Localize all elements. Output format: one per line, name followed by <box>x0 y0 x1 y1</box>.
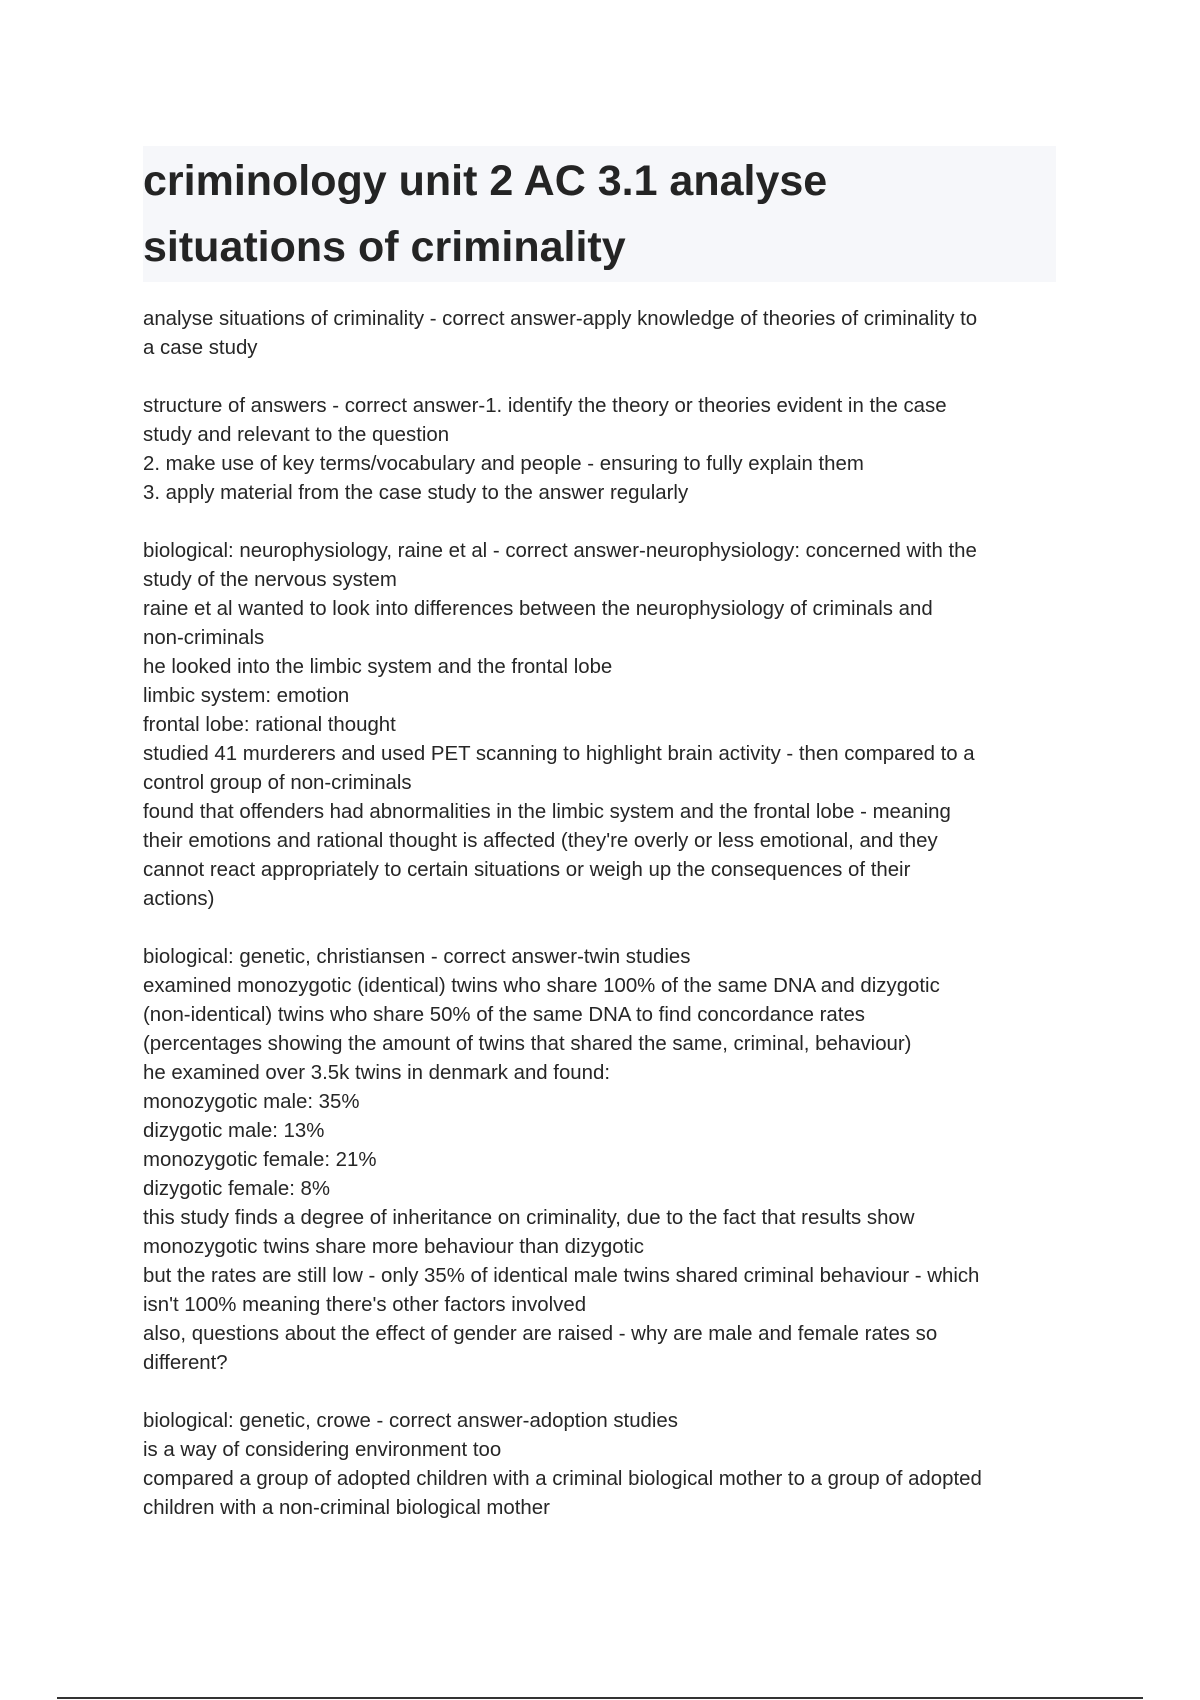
entry-line: study and relevant to the question <box>143 424 450 446</box>
document-body <box>143 305 1068 1552</box>
entry-line: different? <box>143 1352 228 1374</box>
entry-line: limbic system: emotion <box>143 685 350 707</box>
entry-line: is a way of considering environment too <box>143 1439 502 1461</box>
entry-line: 2. make use of key terms/vocabulary and people - ensuring to fully explain them <box>143 453 864 475</box>
entry-line: he looked into the limbic system and the frontal lobe <box>143 656 613 678</box>
entry-line: study of the nervous system <box>143 569 397 591</box>
title-box <box>143 146 1056 282</box>
entry-line: structure of answers - correct answer-1. identify the theory or theories evident in the case <box>143 395 947 417</box>
qa-entry-structure-of-answers <box>143 392 1068 508</box>
entry-line: actions) <box>143 888 215 910</box>
entry-line: dizygotic female: 8% <box>143 1178 331 1200</box>
title-line-1: criminology unit 2 AC 3.1 analyse <box>143 157 828 205</box>
entry-line: control group of non-criminals <box>143 772 412 794</box>
qa-entry-analyse-situations <box>143 305 1068 363</box>
entry-line: isn't 100% meaning there's other factors involved <box>143 1294 587 1316</box>
entry-line: biological: neurophysiology, raine et al - correct answer-neurophysiology: concerned with the <box>143 540 977 562</box>
entry-line: studied 41 murderers and used PET scanning to highlight brain activity - then compared to a <box>143 743 975 765</box>
entry-line: their emotions and rational thought is affected (they're overly or less emotional, and they <box>143 830 938 852</box>
entry-line: analyse situations of criminality - correct answer-apply knowledge of theories of criminality to <box>143 308 978 330</box>
qa-entry-neurophysiology <box>143 537 1068 914</box>
qa-entry-genetic-christiansen <box>143 943 1068 1378</box>
document-title <box>143 146 963 280</box>
entry-line: biological: genetic, christiansen - correct answer-twin studies <box>143 946 691 968</box>
entry-line: non-criminals <box>143 627 265 649</box>
title-line-2: situations of criminality <box>143 223 626 271</box>
entry-line: this study finds a degree of inheritance on criminality, due to the fact that results show <box>143 1207 915 1229</box>
entry-line: 3. apply material from the case study to the answer regularly <box>143 482 689 504</box>
entry-line: he examined over 3.5k twins in denmark and found: <box>143 1062 610 1084</box>
entry-line: (non-identical) twins who share 50% of the same DNA to find concordance rates <box>143 1004 865 1026</box>
entry-line: biological: genetic, crowe - correct answer-adoption studies <box>143 1410 678 1432</box>
qa-entry-genetic-crowe <box>143 1407 1068 1523</box>
page-bottom-divider <box>57 1697 1143 1699</box>
entry-line: (percentages showing the amount of twins that shared the same, criminal, behaviour) <box>143 1033 912 1055</box>
entry-line: examined monozygotic (identical) twins who share 100% of the same DNA and dizygotic <box>143 975 940 997</box>
entry-line: but the rates are still low - only 35% of identical male twins shared criminal behaviour - which <box>143 1265 980 1287</box>
entry-line: frontal lobe: rational thought <box>143 714 396 736</box>
entry-line: monozygotic male: 35% <box>143 1091 360 1113</box>
entry-line: found that offenders had abnormalities in the limbic system and the frontal lobe - meaning <box>143 801 951 823</box>
entry-line: raine et al wanted to look into differences between the neurophysiology of criminals and <box>143 598 933 620</box>
entry-line: also, questions about the effect of gender are raised - why are male and female rates so <box>143 1323 938 1345</box>
entry-line: monozygotic twins share more behaviour than dizygotic <box>143 1236 644 1258</box>
entry-line: cannot react appropriately to certain situations or weigh up the consequences of their <box>143 859 911 881</box>
entry-line: monozygotic female: 21% <box>143 1149 377 1171</box>
entry-line: a case study <box>143 337 258 359</box>
entry-line: compared a group of adopted children with a criminal biological mother to a group of adopted <box>143 1468 982 1490</box>
entry-line: dizygotic male: 13% <box>143 1120 325 1142</box>
entry-line: children with a non-criminal biological mother <box>143 1497 550 1519</box>
